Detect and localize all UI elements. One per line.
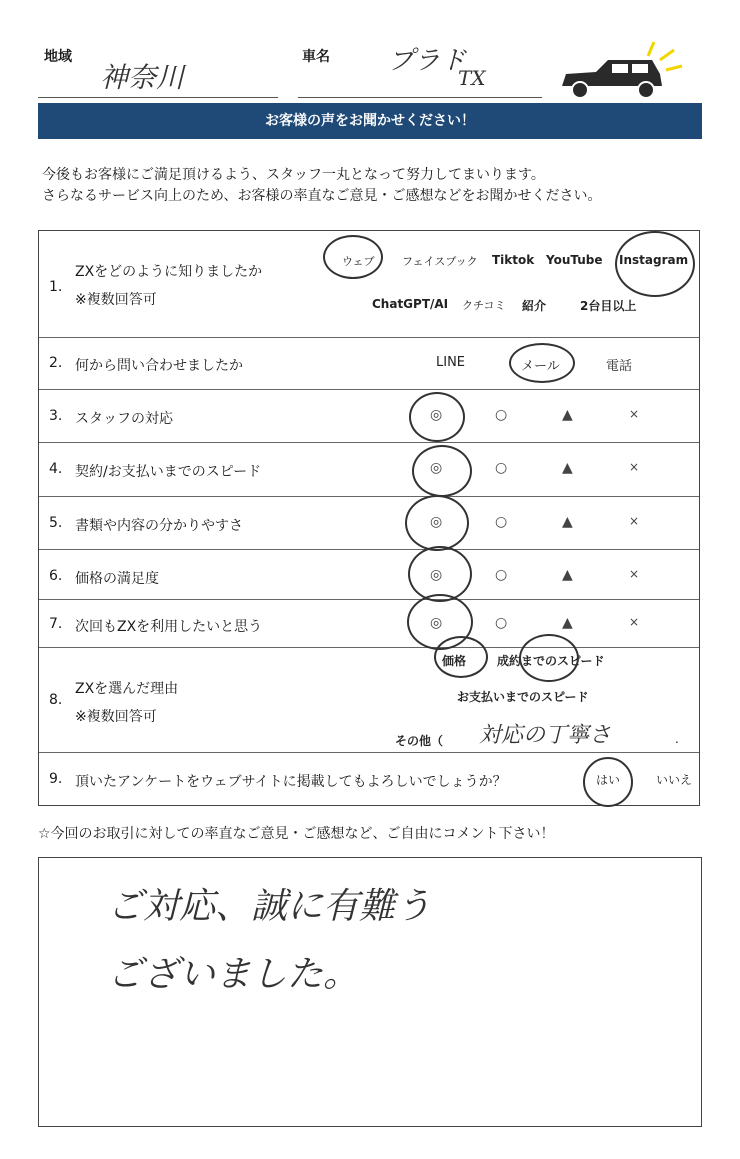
option-yes[interactable]: はい xyxy=(596,773,621,787)
car-value-model: プラド xyxy=(388,46,467,76)
question-text: 契約/お支払いまでのスピード xyxy=(75,464,262,480)
question-row-8 xyxy=(39,648,699,753)
option-kuchikomi[interactable]: クチコミ xyxy=(462,299,506,312)
option-youtube[interactable]: YouTube xyxy=(546,253,603,267)
option-price[interactable]: 価格 xyxy=(442,654,467,668)
car-underline xyxy=(298,97,542,98)
option-line[interactable]: LINE xyxy=(436,355,466,370)
option-mail[interactable]: メール xyxy=(521,359,560,374)
selection-circle-instagram xyxy=(615,231,695,297)
selection-circle-contract-speed xyxy=(519,634,579,682)
question-text: ZXをどのように知りましたか xyxy=(75,264,263,280)
question-number: 3. xyxy=(49,408,63,424)
rating-excellent[interactable]: ◎ xyxy=(430,407,443,423)
rating-poor[interactable]: × xyxy=(629,567,640,581)
rating-fair[interactable]: ▲ xyxy=(562,407,573,423)
question-row-6 xyxy=(39,550,699,600)
selection-circle xyxy=(409,392,465,442)
region-value: 神奈川 xyxy=(100,61,185,94)
rating-good[interactable]: ○ xyxy=(495,615,508,631)
question-note: ※複数回答可 xyxy=(75,709,157,725)
car-illustration xyxy=(556,38,696,104)
region-label: 地域 xyxy=(44,49,72,65)
question-row-2 xyxy=(39,338,699,390)
comment-line-2: ございました。 xyxy=(107,954,360,995)
question-text: スタッフの対応 xyxy=(75,411,173,427)
intro-line-2: さらなるサービス向上のため、お客様の率直なご意見・ご感想などをお聞かせください。 xyxy=(42,188,602,204)
rating-fair[interactable]: ▲ xyxy=(562,514,573,530)
question-number: 2. xyxy=(49,355,63,371)
question-row-4 xyxy=(39,443,699,497)
rating-excellent[interactable]: ◎ xyxy=(430,615,443,631)
option-contract-speed[interactable]: 成約までのスピード xyxy=(497,654,605,668)
rating-poor[interactable]: × xyxy=(629,460,640,474)
rating-fair[interactable]: ▲ xyxy=(562,567,573,583)
selection-circle xyxy=(412,445,472,497)
selection-circle xyxy=(405,495,469,551)
question-row-7 xyxy=(39,600,699,648)
selection-circle-price xyxy=(434,636,488,678)
question-text: ZXを選んだ理由 xyxy=(75,681,179,697)
option-web[interactable]: ウェブ xyxy=(342,255,375,268)
comment-line-1: ご対応、誠に有難う xyxy=(107,886,432,927)
option-second-car[interactable]: 2台目以上 xyxy=(580,299,637,313)
question-note: ※複数回答可 xyxy=(75,292,157,308)
region-underline xyxy=(38,97,278,98)
car-label: 車名 xyxy=(302,49,330,65)
rating-excellent[interactable]: ◎ xyxy=(430,567,443,583)
question-text: 書類や内容の分かりやすさ xyxy=(75,518,243,534)
option-no[interactable]: いいえ xyxy=(656,773,693,787)
question-number: 8. xyxy=(49,692,63,708)
option-other-label: その他（ xyxy=(395,734,444,748)
rating-good[interactable]: ○ xyxy=(495,407,508,423)
question-row-9 xyxy=(39,753,699,805)
survey-table xyxy=(38,230,700,806)
question-text: 頂いたアンケートをウェブサイトに掲載してもよろしいでしょうか？ xyxy=(75,774,507,790)
question-row-5 xyxy=(39,497,699,550)
car-value-grade: TX xyxy=(458,66,486,90)
rating-poor[interactable]: × xyxy=(629,407,640,421)
option-facebook[interactable]: フェイスブック xyxy=(402,255,478,268)
question-number: 6. xyxy=(49,568,63,584)
question-number: 7. xyxy=(49,616,63,632)
selection-circle-yes xyxy=(583,757,633,807)
option-other-close: . xyxy=(675,732,679,746)
comment-box[interactable] xyxy=(38,857,702,1127)
question-number: 1. xyxy=(49,279,63,295)
question-number: 4. xyxy=(49,461,63,477)
rating-poor[interactable]: × xyxy=(629,514,640,528)
rating-excellent[interactable]: ◎ xyxy=(430,460,443,476)
rating-good[interactable]: ○ xyxy=(495,514,508,530)
question-number: 5. xyxy=(49,515,63,531)
question-number: 9. xyxy=(49,771,63,787)
selection-circle-web xyxy=(323,235,383,279)
survey-banner: お客様の声をお聞かせください！ xyxy=(38,103,702,139)
option-tiktok[interactable]: Tiktok xyxy=(492,253,535,267)
rating-fair[interactable]: ▲ xyxy=(562,460,573,476)
option-other-value[interactable]: 対応の丁寧さ xyxy=(479,723,612,748)
intro-line-1: 今後もお客様にご満足頂けるよう、スタッフ一丸となって努力してまいります。 xyxy=(42,167,545,183)
rating-fair[interactable]: ▲ xyxy=(562,615,573,631)
question-row-3 xyxy=(39,390,699,443)
rating-good[interactable]: ○ xyxy=(495,567,508,583)
option-instagram[interactable]: Instagram xyxy=(619,253,689,267)
selection-circle-mail xyxy=(509,343,575,383)
rating-good[interactable]: ○ xyxy=(495,460,508,476)
question-row-1 xyxy=(39,231,699,338)
comment-prompt: ☆今回のお取引に対しての率直なご意見・ご感想など、ご自由にコメント下さい！ xyxy=(38,826,555,842)
question-text: 次回もZXを利用したいと思う xyxy=(75,619,263,635)
option-referral[interactable]: 紹介 xyxy=(522,299,547,313)
option-chatgpt[interactable]: ChatGPT/AI xyxy=(372,297,449,311)
option-phone[interactable]: 電話 xyxy=(606,359,633,374)
rating-excellent[interactable]: ◎ xyxy=(430,514,443,530)
rating-poor[interactable]: × xyxy=(629,615,640,629)
option-payment-speed[interactable]: お支払いまでのスピード xyxy=(457,690,589,704)
question-text: 価格の満足度 xyxy=(75,571,159,587)
question-text: 何から問い合わせましたか xyxy=(75,358,243,374)
